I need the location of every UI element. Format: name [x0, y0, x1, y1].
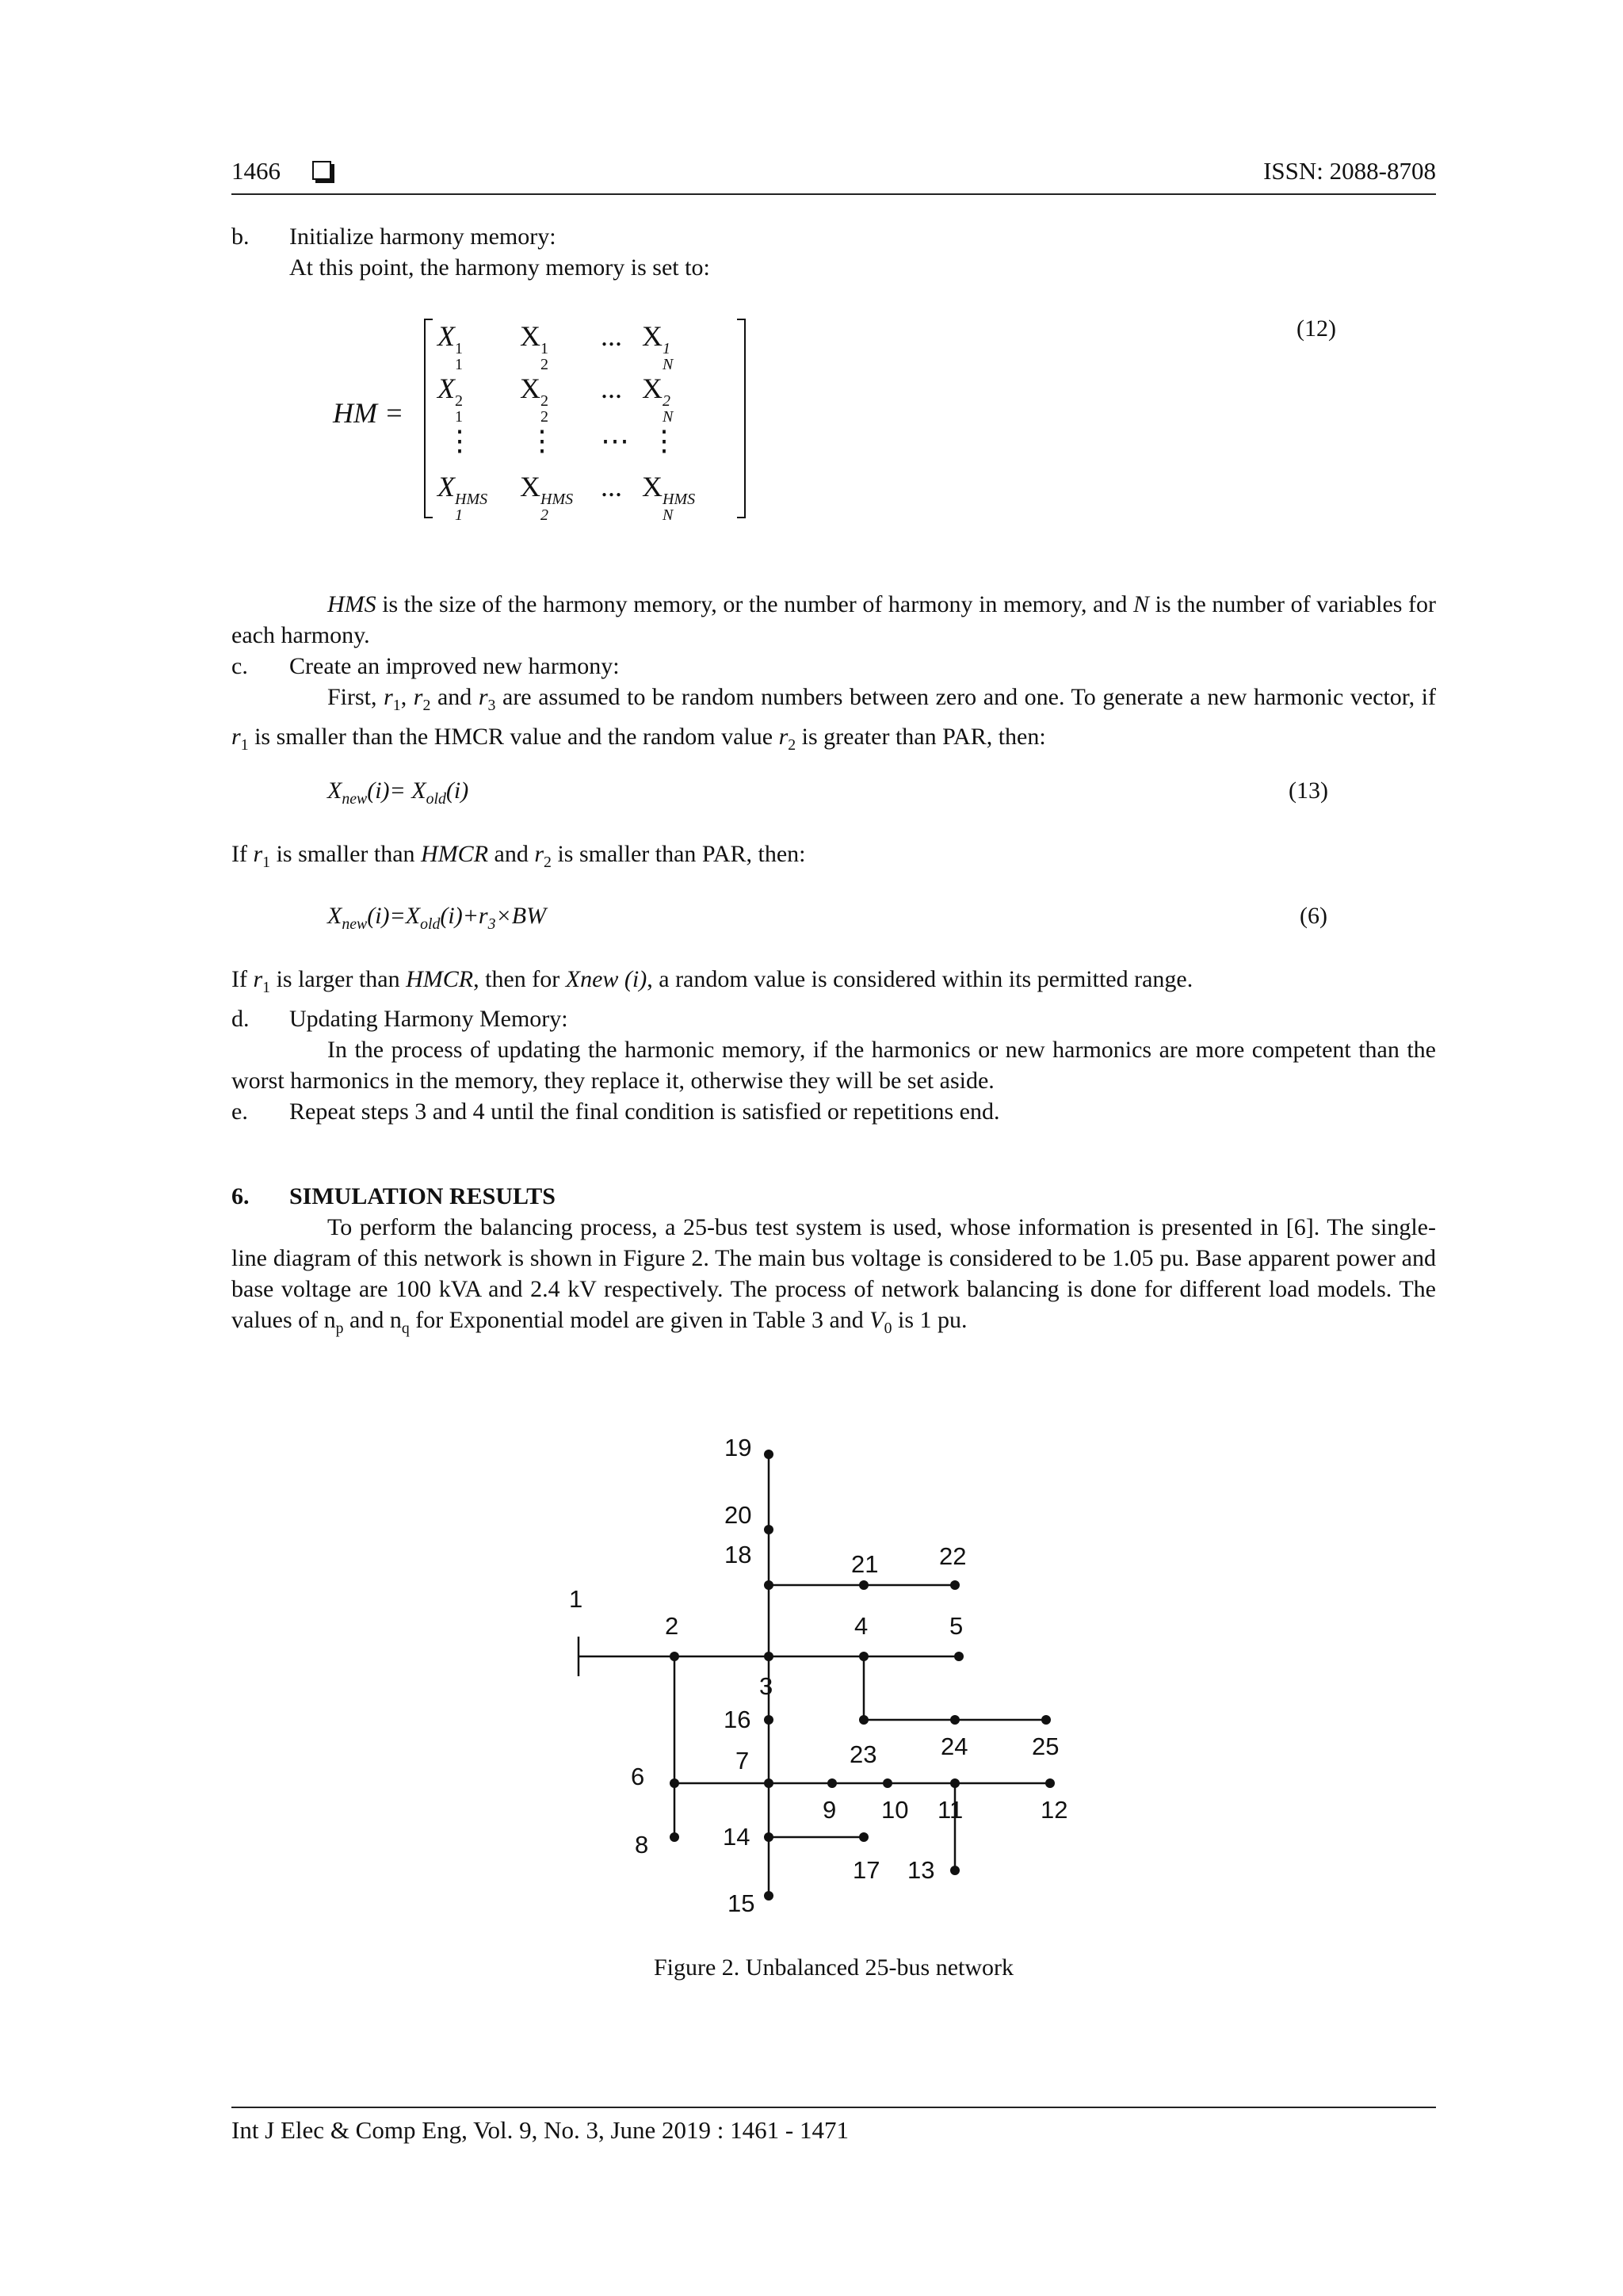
cond3-r1-sub: 1 — [262, 979, 271, 996]
matrix-entry-base: X — [520, 471, 540, 502]
condition-3 — [231, 964, 1436, 1003]
cond2-r1: r — [253, 841, 263, 867]
cond2-t2: is smaller than — [270, 841, 422, 867]
bus-node — [827, 1778, 837, 1788]
c-r1b-sub: 1 — [240, 736, 249, 754]
cond3-t2: is larger than — [270, 966, 407, 992]
step-b — [231, 221, 1436, 283]
bus-label: 3 — [759, 1672, 773, 1700]
hms-text-1: is the size of the harmony memory, or the number of harmony in memory, and — [376, 591, 1133, 617]
bus-node — [883, 1778, 892, 1788]
bus-label: 8 — [635, 1831, 649, 1859]
bus-node — [764, 1778, 773, 1788]
bus-label: 6 — [631, 1763, 645, 1790]
footer-citation: Int J Elec & Comp Eng, Vol. 9, No. 3, June 2019 : 1461 - 1471 — [231, 2116, 849, 2144]
network-lines — [579, 1454, 1050, 1896]
s6-t4: is 1 pu. — [892, 1307, 968, 1333]
matrix-entry-sup: HMS — [663, 491, 696, 508]
bus-node — [859, 1715, 869, 1725]
matrix-entry-sub: N — [663, 356, 674, 373]
eq6-t3: ×BW — [495, 903, 547, 929]
matrix-entry — [642, 470, 695, 523]
s6-v0: V — [869, 1307, 884, 1333]
bus-label: 21 — [851, 1550, 879, 1578]
cond3-t3: , then for — [473, 966, 566, 992]
n-symbol: N — [1133, 591, 1150, 617]
bus-node — [764, 1580, 773, 1590]
step-c-text — [231, 682, 1436, 761]
step-c-label: c. — [231, 653, 248, 679]
hm-matrix-equation — [333, 313, 777, 527]
matrix-entry-sup: 2 — [663, 392, 670, 410]
cond3-xnew: Xnew (i) — [565, 966, 647, 992]
figure-2-caption: Figure 2. Unbalanced 25-bus network — [653, 1954, 1014, 1981]
bus-node — [764, 1715, 773, 1725]
c-t1: First, — [327, 684, 384, 710]
bus-node — [1041, 1715, 1051, 1725]
bus-node — [670, 1832, 679, 1842]
network-labels — [569, 1434, 1067, 1917]
bus-node — [1045, 1778, 1055, 1788]
bus-label: 11 — [938, 1796, 964, 1824]
bus-label: 20 — [724, 1501, 752, 1529]
matrix-ellipsis: ⋮ — [528, 425, 556, 457]
matrix-ellipsis: ... — [601, 320, 622, 352]
c-r1-sub: 1 — [392, 697, 401, 714]
c-r3-sub: 3 — [487, 697, 496, 714]
cond2-t1: If — [231, 841, 254, 867]
s6-q-sub: q — [401, 1320, 410, 1337]
cond3-t4: , a random value is considered within its permitted range. — [647, 966, 1193, 992]
s6-t2: and n — [343, 1307, 402, 1333]
hms-paragraph — [231, 589, 1436, 761]
c-t3: and — [430, 684, 479, 710]
bus-node — [764, 1832, 773, 1842]
equation-6 — [327, 903, 546, 934]
bus-node — [950, 1778, 960, 1788]
c-r1: r — [384, 684, 393, 710]
matrix-entry-sup: 1 — [540, 340, 548, 357]
matrix-entry-base: X — [437, 471, 455, 502]
bus-label: 18 — [724, 1541, 752, 1568]
step-c-title: Create an improved new harmony: — [289, 653, 620, 679]
cond3-hmcr: HMCR — [406, 966, 474, 992]
bus-label: 22 — [939, 1542, 967, 1570]
cond3-t1: If — [231, 966, 254, 992]
c-r2b: r — [778, 724, 789, 750]
bus-node — [950, 1580, 960, 1590]
matrix-cells — [437, 316, 739, 524]
matrix-entry-sup: 1 — [663, 340, 670, 357]
matrix-entry-sup: HMS — [455, 491, 488, 508]
bus-node — [764, 1891, 773, 1901]
bus-node — [859, 1652, 869, 1661]
matrix-entry — [437, 372, 463, 425]
matrix-ellipsis: ... — [601, 372, 622, 404]
matrix-ellipsis: ... — [601, 471, 622, 502]
matrix-ellipsis: ⋯ — [601, 425, 629, 457]
condition-2 — [231, 839, 1436, 878]
c-r1b: r — [231, 724, 241, 750]
matrix-entry-base: X — [642, 372, 663, 404]
c-r2: r — [413, 684, 423, 710]
eq6-x: X — [327, 903, 342, 929]
eq6-old: old — [420, 915, 441, 933]
header-rule — [231, 193, 1436, 195]
matrix-entry-base: X — [642, 320, 663, 352]
hm-lhs: HM = — [333, 397, 404, 429]
step-b-intro: At this point, the harmony memory is set to: — [289, 254, 710, 281]
matrix-entry — [520, 372, 548, 425]
matrix-entry-sub: 1 — [455, 408, 463, 426]
matrix-entry-sub: 1 — [455, 356, 463, 373]
eq6-new: new — [342, 915, 368, 933]
eq6-r3-sub: 3 — [487, 915, 496, 933]
s6-t1: To perform the balancing process, a 25-bus test system is used, whose information is presented in [6]. The single-line diagram of this network is shown in Figure 2. The main bus voltage is considered to be 1.05 pu. Base apparent power and base voltage are 100 kVA and 2.4 kV respectively. The process of network balancing is done for different load models. The values of n — [231, 1214, 1436, 1333]
eq13-t1: (i)= X — [367, 777, 426, 804]
step-d-text: In the process of updating the harmonic memory, if the harmonics or new harmonics are more competent than the worst harmonics in the memory, they replace it, otherwise they will be set aside. — [231, 1037, 1436, 1094]
eq13-new: new — [342, 790, 368, 808]
matrix-entry — [437, 319, 463, 372]
matrix-entry — [642, 319, 673, 372]
bus-label: 9 — [823, 1796, 837, 1824]
cond2-r2-sub: 2 — [544, 854, 552, 871]
cond3-r1: r — [253, 966, 263, 992]
matrix-entry-sub: 2 — [540, 356, 548, 373]
matrix-entry-sub: 2 — [540, 408, 548, 426]
eq6-t1: (i)=X — [367, 903, 421, 929]
bus-node — [859, 1580, 869, 1590]
s6-p-sub: p — [335, 1320, 344, 1337]
cond2-hmcr: HMCR — [421, 841, 489, 867]
bus-node — [954, 1652, 964, 1661]
c-t2: , — [400, 684, 414, 710]
equation-number-13: (13) — [1289, 777, 1328, 804]
bus-label: 12 — [1041, 1796, 1068, 1824]
matrix-entry-base: X — [437, 320, 455, 352]
matrix-entry-base: X — [520, 372, 540, 404]
matrix-entry — [437, 470, 487, 523]
matrix-entry-sub: 2 — [540, 506, 548, 524]
bus-node — [950, 1715, 960, 1725]
matrix-entry-sub: N — [663, 408, 674, 426]
step-d-label: d. — [231, 1006, 250, 1032]
bus-label: 1 — [569, 1585, 583, 1613]
header-left — [231, 157, 331, 185]
step-b-label: b. — [231, 223, 250, 250]
bus-label: 24 — [941, 1733, 968, 1760]
bus-node — [764, 1450, 773, 1459]
matrix-entry — [642, 372, 673, 425]
c-r2-sub: 2 — [422, 697, 431, 714]
matrix-entry — [520, 470, 573, 523]
eq6-t2: (i)+r — [440, 903, 488, 929]
bus-node — [764, 1525, 773, 1534]
c-r3: r — [478, 684, 488, 710]
matrix-entry — [520, 319, 548, 372]
cond2-t3: and — [488, 841, 535, 867]
matrix-ellipsis: ⋮ — [445, 425, 474, 457]
section-6-title: SIMULATION RESULTS — [289, 1183, 556, 1209]
section-6-heading — [231, 1181, 1436, 1212]
matrix-entry-sub: N — [663, 506, 674, 524]
matrix-entry-base: X — [437, 372, 455, 404]
equation-number-12: (12) — [1296, 315, 1336, 342]
eq13-x: X — [327, 777, 342, 804]
matrix-entry-sup: 1 — [455, 340, 463, 357]
c-r2b-sub: 2 — [788, 736, 796, 754]
section-6-body — [231, 1212, 1436, 1344]
bus-label: 5 — [949, 1612, 964, 1640]
eq13-t2: (i) — [445, 777, 469, 804]
s6-t3: for Exponential model are given in Table 3 and — [409, 1307, 870, 1333]
bus-label: 7 — [735, 1747, 750, 1775]
matrix-entry-sup: 2 — [540, 392, 548, 410]
bus-label: 16 — [724, 1706, 751, 1733]
bus-node — [764, 1652, 773, 1661]
matrix-entry-sup: 2 — [455, 392, 463, 410]
c-t5: is smaller than the HMCR value and the random value — [248, 724, 779, 750]
bus-label: 19 — [724, 1434, 752, 1461]
hms-text-2: is the number of variables for each harmony. — [231, 591, 1436, 648]
bus-node — [670, 1652, 679, 1661]
equation-number-6: (6) — [1300, 903, 1327, 929]
bus-label: 14 — [723, 1823, 750, 1851]
c-t4: are assumed to be random numbers between zero and one. To generate a new harmonic vector, if — [495, 684, 1436, 710]
cond2-r2: r — [534, 841, 544, 867]
issn: ISSN: 2088-8708 — [1263, 157, 1436, 185]
eq13-old: old — [426, 790, 446, 808]
bus-label: 4 — [854, 1612, 869, 1640]
bus-node — [670, 1778, 679, 1788]
section-6-number: 6. — [231, 1183, 250, 1209]
cond2-t4: is smaller than PAR, then: — [551, 841, 806, 867]
step-d-title: Updating Harmony Memory: — [289, 1006, 568, 1032]
step-e-text: Repeat steps 3 and 4 until the final condition is satisfied or repetitions end. — [289, 1098, 1000, 1125]
matrix-entry-base: X — [642, 471, 663, 502]
bus-label: 23 — [850, 1740, 877, 1768]
bus-label: 10 — [881, 1796, 909, 1824]
matrix-entry-sub: 1 — [455, 506, 463, 524]
matrix-entry-base: X — [520, 320, 540, 352]
matrix-entry-sup: HMS — [540, 491, 574, 508]
section-6 — [231, 1181, 1436, 1344]
footer-rule — [231, 2107, 1436, 2108]
page-number: 1466 — [231, 157, 281, 185]
cond2-r1-sub: 1 — [262, 854, 271, 871]
matrix-ellipsis: ⋮ — [650, 425, 678, 457]
step-b-title: Initialize harmony memory: — [289, 223, 556, 250]
hms-symbol: HMS — [327, 591, 376, 617]
square-bullet-icon — [312, 161, 331, 180]
bus-node — [859, 1832, 869, 1842]
bus-label: 17 — [853, 1856, 880, 1884]
c-t6: is greater than PAR, then: — [796, 724, 1046, 750]
s6-v0-sub: 0 — [884, 1320, 892, 1337]
bus-network-diagram — [555, 1427, 1125, 1942]
bus-label: 15 — [727, 1889, 755, 1917]
bus-label: 25 — [1032, 1733, 1060, 1760]
steps-d-e — [231, 964, 1436, 1127]
bus-label: 13 — [907, 1856, 935, 1884]
step-e-label: e. — [231, 1098, 248, 1125]
bus-node — [950, 1866, 960, 1875]
bus-label: 2 — [665, 1612, 679, 1640]
equation-13 — [327, 777, 468, 808]
